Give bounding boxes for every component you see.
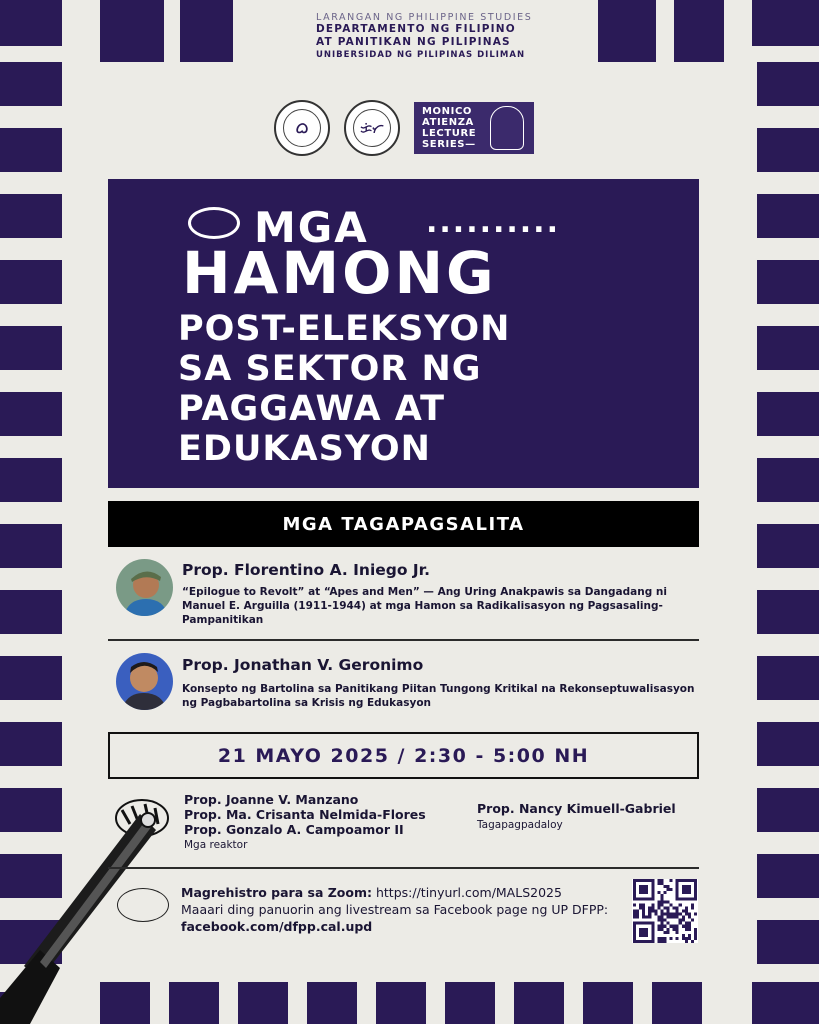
frame-square	[757, 260, 819, 304]
frame-square	[757, 392, 819, 436]
frame-square	[757, 524, 819, 568]
title-word-hamong: HAMONG	[182, 239, 497, 307]
frame-square	[757, 722, 819, 766]
frame-square	[757, 458, 819, 502]
speaker-name: Prop. Jonathan V. Geronimo	[182, 656, 424, 674]
logo-row	[274, 100, 534, 156]
frame-square	[757, 128, 819, 172]
qr-code-icon[interactable]	[632, 879, 698, 943]
frame-square	[180, 0, 233, 62]
speakers-heading: MGA TAGAPAGSALITA	[108, 501, 699, 547]
frame-square	[674, 0, 724, 62]
frame-square	[376, 982, 426, 1024]
department-name-line2: AT PANITIKAN NG PILIPINAS	[316, 36, 511, 48]
frame-square	[757, 326, 819, 370]
speaker-topic: Konsepto ng Bartolina sa Panitikang Piitan Tungong Kritikal na Rekonseptuwalisasyon ng Pagbabartolina sa Krisis ng Edukasyon	[182, 683, 695, 709]
frame-square	[757, 920, 819, 964]
avatar	[116, 559, 173, 616]
avatar	[116, 653, 173, 710]
frame-square	[0, 722, 62, 766]
larangan-label: LARANGAN NG PHILIPPINE STUDIES	[316, 12, 533, 23]
frame-square	[598, 0, 656, 62]
moderator	[477, 801, 676, 831]
frame-square	[652, 982, 702, 1024]
frame-square	[0, 458, 62, 502]
registration-label: Magrehistro para sa Zoom:	[181, 885, 372, 900]
frame-square	[0, 194, 62, 238]
title-word-mga: MGA	[254, 203, 369, 252]
frame-square	[0, 524, 62, 568]
livestream-note: Maaari ding panuorin ang livestream sa Facebook page ng UP DFPP:	[181, 902, 609, 917]
title-block	[108, 179, 699, 488]
title-line-paggawa: PAGGAWA AT	[178, 389, 446, 429]
reactor-name: Prop. Gonzalo A. Campoamor II	[184, 822, 404, 837]
philippine-studies-seal-logo: ᜃᜒᜆ	[344, 100, 400, 156]
department-name-line1: DEPARTAMENTO NG FILIPINO	[316, 23, 516, 35]
reactors-list	[184, 792, 426, 853]
speaker-entry	[108, 652, 699, 716]
frame-square	[0, 590, 62, 634]
frame-square	[757, 590, 819, 634]
organizer-header	[316, 12, 556, 60]
speaker-topic: “Epilogue to Revolt” at “Apes and Men” — Ang Uring Anakpawis sa Dangadang ni Manuel E. Arguilla (1911-1944) at mga Hamon sa Radikalisasyon ng Pagsasaling-Pampanitikan	[182, 586, 667, 626]
title-line-post-eleksyon: POST-ELEKSYON	[178, 309, 511, 349]
frame-square	[0, 62, 62, 106]
moderator-role: Tagapagpadaloy	[477, 819, 563, 831]
title-line-edukasyon: EDUKASYON	[178, 429, 431, 469]
frame-square	[757, 656, 819, 700]
frame-square	[514, 982, 564, 1024]
title-line-sa-sektor: SA SEKTOR NG	[178, 349, 482, 389]
moderator-name: Prop. Nancy Kimuell-Gabriel	[477, 801, 676, 816]
reactor-name: Prop. Ma. Crisanta Nelmida-Flores	[184, 807, 426, 822]
frame-square	[757, 854, 819, 898]
frame-square	[757, 788, 819, 832]
frame-square	[0, 260, 62, 304]
frame-square	[445, 982, 495, 1024]
frame-square	[0, 392, 62, 436]
frame-square	[0, 656, 62, 700]
title-dots: ..........	[426, 205, 560, 240]
divider	[108, 867, 699, 869]
mals-logo: MONICO ATIENZA LECTURE SERIES—	[414, 102, 534, 154]
divider	[108, 639, 699, 641]
university-name: UNIBERSIDAD NG PILIPINAS DILIMAN	[316, 50, 526, 60]
registration-link[interactable]: https://tinyurl.com/MALS2025	[375, 885, 562, 900]
portrait-sketch-icon	[490, 106, 524, 150]
speaker-entry	[108, 557, 699, 637]
reactor-name: Prop. Joanne V. Manzano	[184, 792, 359, 807]
frame-square	[238, 982, 288, 1024]
frame-square	[307, 982, 357, 1024]
circle-icon	[188, 207, 240, 239]
speaker-name: Prop. Florentino A. Iniego Jr.	[182, 561, 430, 579]
frame-square	[752, 982, 819, 1024]
frame-square	[100, 0, 164, 62]
frame-square	[752, 0, 819, 46]
reactors-role: Mga reaktor	[184, 839, 248, 851]
up-dfpp-seal-logo: ᜊ	[274, 100, 330, 156]
frame-square	[583, 982, 633, 1024]
frame-square	[757, 62, 819, 106]
frame-square	[757, 194, 819, 238]
facebook-link[interactable]: facebook.com/dfpp.cal.upd	[181, 919, 373, 934]
oval-icon	[117, 888, 169, 922]
frame-square	[0, 0, 62, 46]
frame-square	[0, 326, 62, 370]
frame-square	[0, 128, 62, 172]
registration-info	[181, 884, 631, 935]
event-date-time: 21 MAYO 2025 / 2:30 - 5:00 NH	[108, 732, 699, 779]
